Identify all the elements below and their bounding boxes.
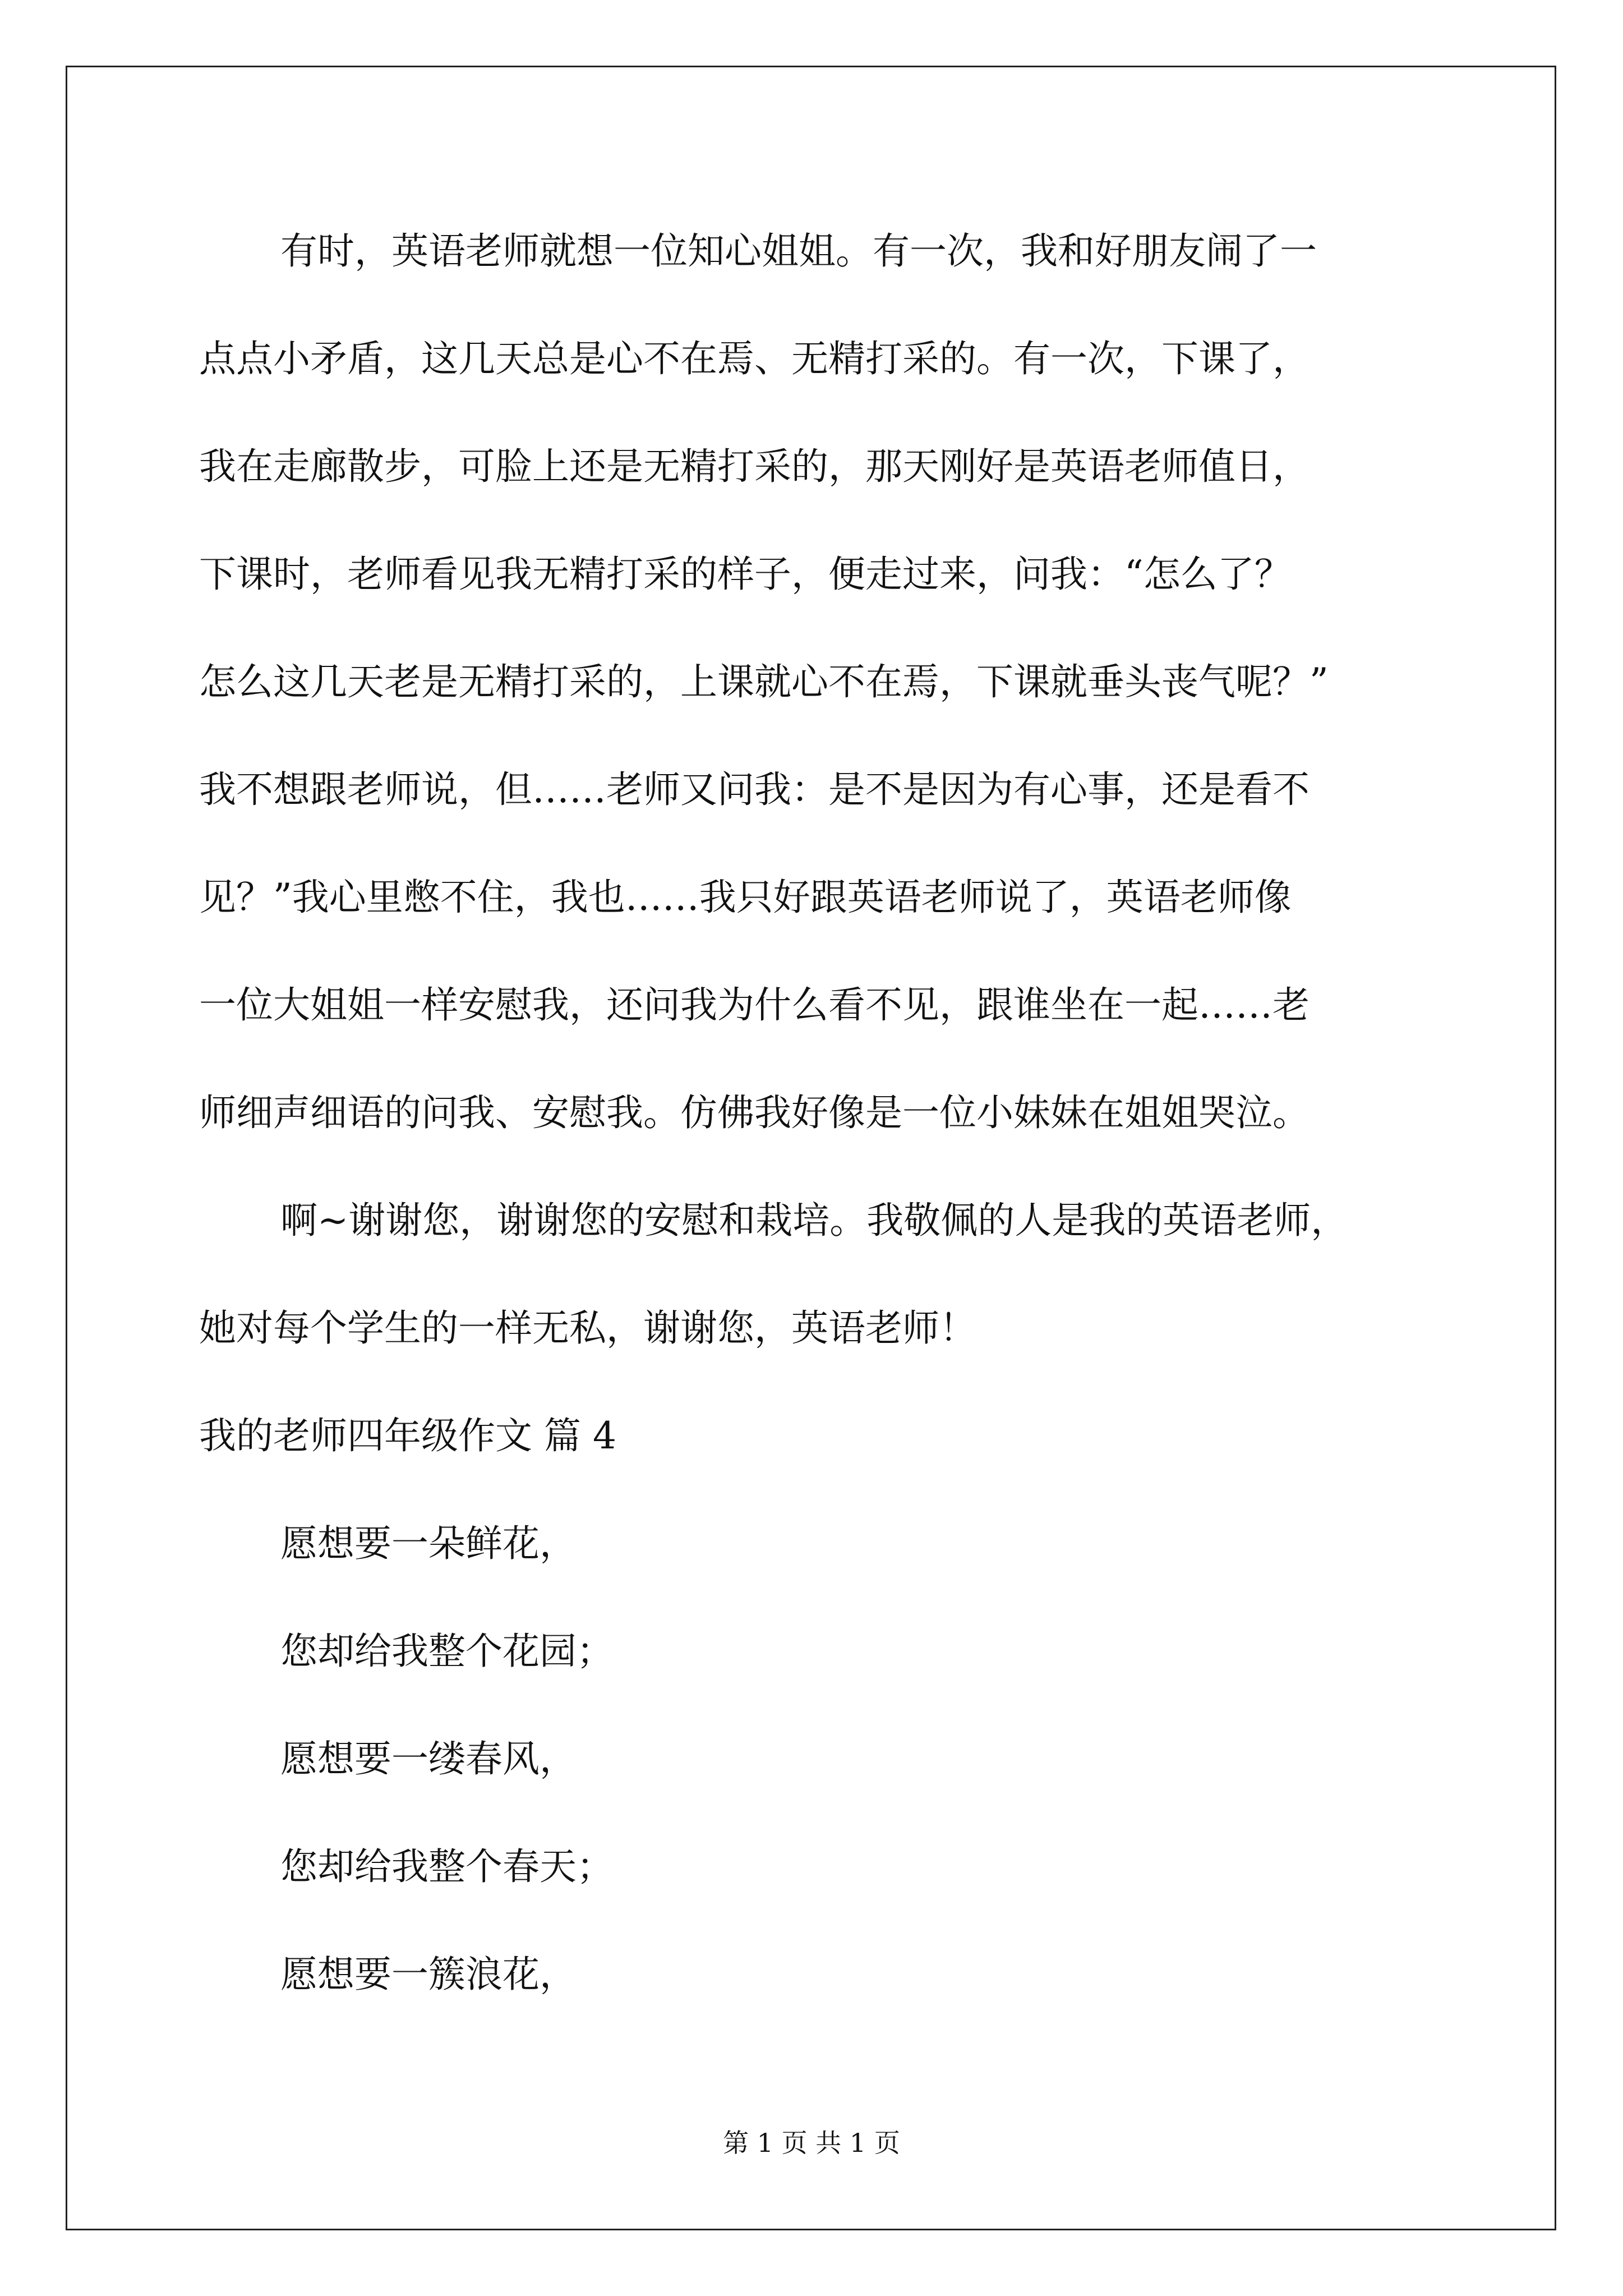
paragraph-line: 有时，英语老师就想一位知心姐姐。有一次，我和好朋友闹了一 (280, 229, 1317, 273)
poem-line: 您却给我整个花园； (280, 1630, 614, 1673)
poem-line: 愿想要一簇浪花， (280, 1953, 577, 1996)
page-number-footer: 第 1 页 共 1 页 (723, 2128, 900, 2158)
paragraph-line: 下课时，老师看见我无精打采的样子，便走过来，问我：“怎么了？ (199, 553, 1292, 596)
page-frame (66, 66, 1556, 2230)
paragraph-line: 见？”我心里憋不住，我也……我只好跟英语老师说了，英语老师像 (199, 876, 1292, 919)
paragraph-line: 她对每个学生的一样无私，谢谢您，英语老师！ (199, 1306, 976, 1350)
paragraph-line: 一位大姐姐一样安慰我，还问我为什么看不见，跟谁坐在一起……老 (199, 983, 1310, 1027)
paragraph-line: 怎么这几天老是无精打采的，上课就心不在焉，下课就垂头丧气呢？” (199, 660, 1329, 703)
poem-line: 您却给我整个春天； (280, 1845, 614, 1888)
paragraph-line: 我在走廊散步，可脸上还是无精打采的，那天刚好是英语老师值日， (199, 445, 1310, 488)
paragraph-line: 点点小矛盾，这几天总是心不在焉、无精打采的。有一次，下课了， (199, 337, 1310, 380)
section-heading: 我的老师四年级作文 篇 4 (199, 1414, 616, 1457)
poem-line: 愿想要一朵鲜花， (280, 1522, 577, 1565)
paragraph-line: 啊~谢谢您，谢谢您的安慰和栽培。我敬佩的人是我的英语老师， (280, 1199, 1348, 1242)
poem-line: 愿想要一缕春风， (280, 1737, 577, 1780)
paragraph-line: 我不想跟老师说，但……老师又问我：是不是因为有心事，还是看不 (199, 768, 1310, 811)
paragraph-line: 师细声细语的问我、安慰我。仿佛我好像是一位小妹妹在姐姐哭泣。 (199, 1091, 1310, 1134)
